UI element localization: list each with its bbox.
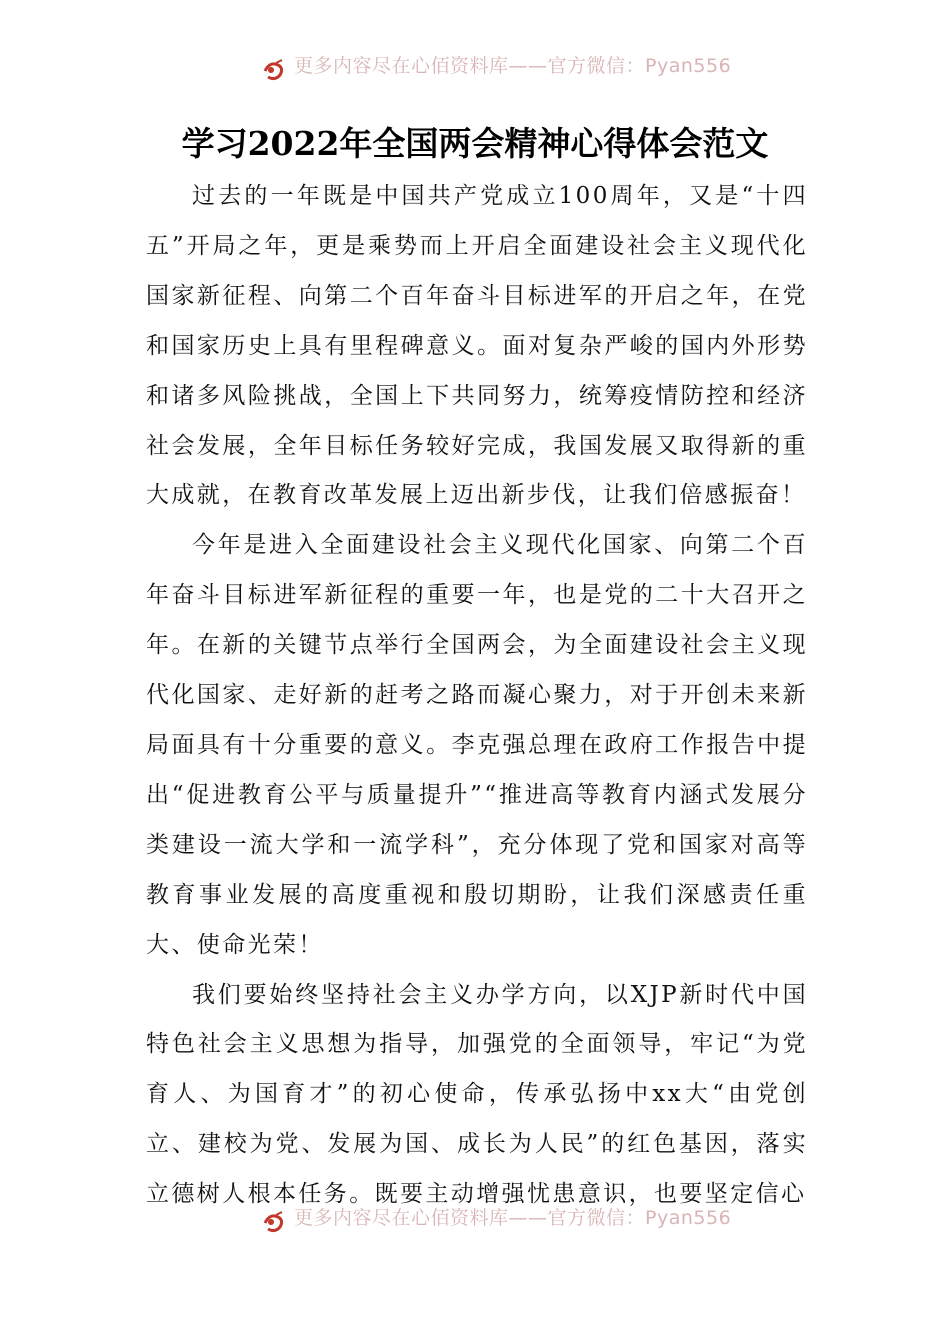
header-watermark-text: 更多内容尽在心佰资料库——官方微信：Pyan556 xyxy=(294,54,732,77)
header-watermark xyxy=(262,54,742,86)
brand-logo-icon xyxy=(262,1209,288,1235)
paragraph: 今年是进入全面建设社会主义现代化国家、向第二个百年奋斗目标进军新征程的重要一年，也是党的二十大召开之年。在新的关键节点举行全国两会，为全面建设社会主义现代化国家、走好新的赶考之路而凝心聚力，对于开创未来新局面具有十分重要的意义。李克强总理在政府工作报告中提出“促进教育公平与质量提升”“推进高等教育内涵式发展分类建设一流大学和一流学科”，充分体现了党和国家对高等教育事业发展的高度重视和殷切期盼，让我们深感责任重大、使命光荣！ xyxy=(146,532,808,958)
footer-watermark-text: 更多内容尽在心佰资料库——官方微信：Pyan556 xyxy=(294,1206,732,1229)
paragraph: 我们要始终坚持社会主义办学方向，以XJP新时代中国特色社会主义思想为指导，加强党的全面领导，牢记“为党育人、为国育才”的初心使命，传承弘扬中xx大“由党创立、建校为党、发展为国、成长为人民”的红色基因，落实立德树人根本任务。既要主动增强忧患意识，也要坚定信心 xyxy=(146,981,808,1208)
page-title: 学习2022年全国两会精神心得体会范文 xyxy=(181,124,769,163)
footer-watermark xyxy=(262,1206,742,1238)
paragraph: 过去的一年既是中国共产党成立100周年，又是“十四五”开局之年，更是乘势而上开启全面建设社会主义现代化国家新征程、向第二个百年奋斗目标进军的开启之年，在党和国家历史上具有里程碑意义。面对复杂严峻的国内外形势和诸多风险挑战，全国上下共同努力，统筹疫情防控和经济社会发展，全年目标任务较好完成，我国发展又取得新的重大成就，在教育改革发展上迈出新步伐，让我们倍感振奋！ xyxy=(146,183,808,509)
brand-logo-icon xyxy=(262,57,288,83)
article-body xyxy=(146,172,808,1220)
